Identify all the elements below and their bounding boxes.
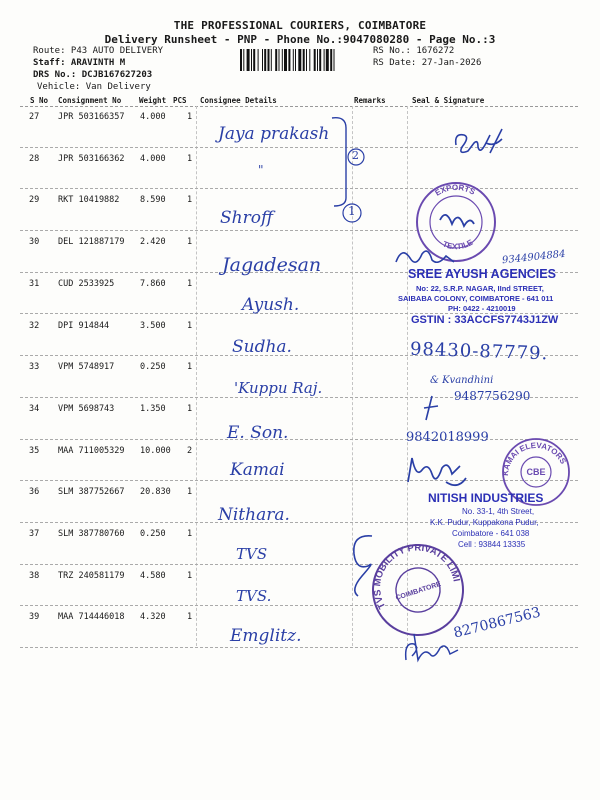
barcode-bar (317, 49, 318, 71)
serial-number: 27 (29, 112, 40, 122)
svg-text:TVS MOBILITY PRIVATE LIMITED (368, 540, 463, 613)
barcode-bar (319, 49, 321, 71)
consignment-number: DEL 121887179 (58, 237, 125, 248)
serial-number: 38 (29, 570, 40, 581)
consignment-number: VPM 5698743 (58, 403, 115, 414)
barcode-bar (240, 49, 242, 71)
ditto-mark: " (258, 163, 264, 177)
nitish-stamp-name: NITISH INDUSTRIES (428, 491, 544, 505)
barcode-bar (293, 49, 294, 71)
handwritten-name: Ayush. (242, 295, 300, 315)
serial-number: 37 (29, 529, 40, 539)
col-sno: S No (30, 96, 49, 105)
staff-label: Staff: ARAVINTH M (33, 58, 126, 68)
signature-mark (450, 125, 510, 163)
weight-value: 0.250 (140, 362, 166, 373)
handwritten-name: TVS (236, 545, 268, 563)
serial-number: 39 (29, 612, 40, 623)
weight-value: 7.860 (140, 278, 166, 289)
nitish-stamp-address: No. 33-1, 4th Street, (462, 507, 535, 516)
barcode-bar (282, 49, 283, 71)
remark-count-one: 1 (348, 204, 356, 218)
barcode-bar (314, 49, 316, 71)
barcode-bar (324, 49, 325, 71)
barcode-bar (279, 49, 280, 71)
vehicle-label: Vehicle: Van Delivery (37, 82, 151, 92)
weight-value: 2.420 (140, 237, 166, 248)
handwritten-name: Sudha. (232, 337, 292, 357)
textile-ring-text: TEXTILE (441, 237, 475, 252)
runsheet-subtitle: Delivery Runsheet - PNP - Phone No.:9047080280 - Page No.:3 (104, 33, 496, 46)
nitish-stamp-address: Coimbatore - 641 038 (452, 529, 530, 538)
col-seal: Seal & Signature (412, 96, 485, 105)
tvs-center-text: COIMBATORE (394, 580, 442, 603)
consignment-number: VPM 5748917 (58, 362, 115, 373)
pieces-count: 1 (187, 153, 193, 164)
consignment-number: DPI 914844 (58, 320, 110, 331)
handwritten-name: Jagadesan (222, 254, 322, 276)
ayush-stamp-gstin: GSTIN : 33ACCFS7743J1ZW (411, 314, 559, 326)
handwritten-receiver: & Kvandhini (430, 375, 494, 386)
kamai-center-text: CBE (526, 467, 546, 477)
pieces-count: 1 (187, 529, 193, 539)
consignment-number: TRZ 240581179 (58, 570, 125, 581)
barcode-bar (334, 49, 335, 71)
company-title: THE PROFESSIONAL COURIERS, COIMBATORE (173, 19, 427, 32)
serial-number: 34 (29, 403, 40, 414)
nitish-stamp-cell: Cell : 93844 13335 (458, 540, 526, 549)
handwritten-phone: 9487756290 (454, 389, 531, 403)
barcode-bar (306, 49, 307, 71)
pieces-count: 1 (187, 570, 193, 581)
barcode-bar (298, 49, 301, 71)
pieces-count: 1 (187, 195, 193, 206)
barcode-bar (326, 49, 329, 71)
pieces-count: 1 (187, 612, 193, 623)
handwritten-name: Shroff (220, 208, 274, 228)
weight-value: 3.500 (140, 320, 166, 331)
barcode-bar (303, 49, 305, 71)
pieces-count: 1 (187, 362, 193, 373)
ayush-stamp-phone: PH: 0422 - 4210019 (448, 304, 516, 313)
handwritten-name: Kamai (230, 460, 285, 480)
pieces-count: 1 (187, 237, 193, 248)
pieces-count: 1 (187, 487, 193, 498)
weight-value: 8.590 (140, 195, 166, 206)
consignment-number: JPR 503166357 (58, 112, 125, 122)
table-row (0, 565, 600, 607)
barcode-bar (262, 49, 263, 71)
ayush-stamp-name: SREE AYUSH AGENCIES (408, 267, 556, 281)
pieces-count: 2 (187, 445, 193, 456)
ayush-stamp-address: No: 22, S.R.P. NAGAR, IInd STREET, (416, 284, 544, 293)
weight-value: 20.830 (140, 487, 171, 498)
handwritten-name: E. Son. (227, 423, 289, 443)
barcode-bar (251, 49, 252, 71)
remarks-bracket-mark (326, 112, 366, 212)
consignment-number: CUD 2533925 (58, 278, 115, 289)
table-row (0, 189, 600, 231)
tvs-ring-text: TVS MOBILITY PRIVATE LIMITED (372, 542, 462, 611)
route-label: Route: P43 AUTO DELIVERY (33, 46, 164, 56)
barcode-bar (253, 49, 255, 71)
barcode-bar (264, 49, 266, 71)
col-consignment: Consignment No (58, 96, 122, 105)
signature-mark (402, 452, 472, 492)
col-consignee: Consignee Details (200, 96, 277, 105)
barcode-bar (309, 49, 310, 71)
handwritten-name: Jaya prakash (218, 124, 330, 144)
remark-count-two: 2 (352, 149, 359, 162)
barcode-bar (247, 49, 250, 71)
barcode-bar (258, 49, 259, 71)
serial-number: 33 (29, 362, 40, 373)
weight-value: 4.000 (140, 153, 166, 164)
weight-value: 0.250 (140, 529, 166, 539)
barcode-bar (288, 49, 290, 71)
weight-value: 4.000 (140, 112, 166, 122)
signature-mark (422, 394, 440, 422)
table-row (0, 148, 600, 190)
handwritten-name: TVS. (236, 587, 272, 605)
barcode-bar (330, 49, 332, 71)
rs-number: RS No.: 1676272 (373, 46, 455, 56)
ayush-stamp-address: SAIBABA COLONY, COIMBATORE - 641 011 (398, 294, 554, 303)
barcode-bar (284, 49, 287, 71)
consignment-number: MAA 714446018 (58, 612, 125, 623)
serial-number: 32 (29, 320, 40, 331)
kamai-ring-text: KAMAI ELEVATORS (500, 440, 568, 477)
barcode (240, 49, 367, 71)
pieces-count: 1 (187, 403, 193, 414)
exports-ring-text: EXPORTS (433, 182, 477, 198)
barcode-bar (295, 49, 296, 71)
handwritten-name: Nithara. (218, 505, 290, 525)
weight-value: 10.000 (140, 445, 171, 456)
drs-label: DRS No.: DCJB167627203 (33, 70, 153, 80)
barcode-bar (275, 49, 277, 71)
serial-number: 30 (29, 237, 40, 248)
consignment-number: JPR 503166362 (58, 153, 125, 164)
consignment-number: MAA 711005329 (58, 445, 125, 456)
signature-mark (400, 630, 462, 666)
consignment-number: SLM 387780760 (58, 529, 125, 539)
table-row (0, 398, 600, 440)
col-remarks: Remarks (354, 96, 386, 105)
pieces-count: 1 (187, 278, 193, 289)
rs-date: RS Date: 27-Jan-2026 (373, 58, 482, 68)
weight-value: 4.580 (140, 570, 166, 581)
col-pcs: PCS (173, 96, 187, 105)
handwritten-name: Emglitz. (230, 626, 302, 646)
handwritten-phone: 9344904884 (501, 248, 567, 267)
handwritten-name: 'Kuppu Raj. (234, 379, 323, 397)
serial-number: 28 (29, 153, 40, 164)
serial-number: 36 (29, 487, 40, 498)
weight-value: 1.350 (140, 403, 166, 414)
consignment-number: RKT 10419882 (58, 195, 120, 206)
handwritten-phone: 9842018999 (406, 430, 489, 445)
serial-number: 35 (29, 445, 40, 456)
weight-value: 4.320 (140, 612, 166, 623)
pieces-count: 1 (187, 112, 193, 122)
col-weight: Weight (139, 96, 167, 105)
barcode-bar (271, 49, 272, 71)
pieces-count: 1 (187, 320, 193, 331)
barcode-bar (268, 49, 270, 71)
serial-number: 29 (29, 195, 40, 206)
barcode-bar (243, 49, 244, 71)
row-divider (20, 647, 578, 648)
handwritten-phone: 98430-87779. (409, 338, 549, 365)
nitish-stamp-address: K.K. Pudur, Kuppakona Pudur, (430, 518, 539, 527)
consignment-number: SLM 387752667 (58, 487, 125, 498)
handwritten-phone: 8270867563 (452, 604, 543, 642)
serial-number: 31 (29, 278, 40, 289)
